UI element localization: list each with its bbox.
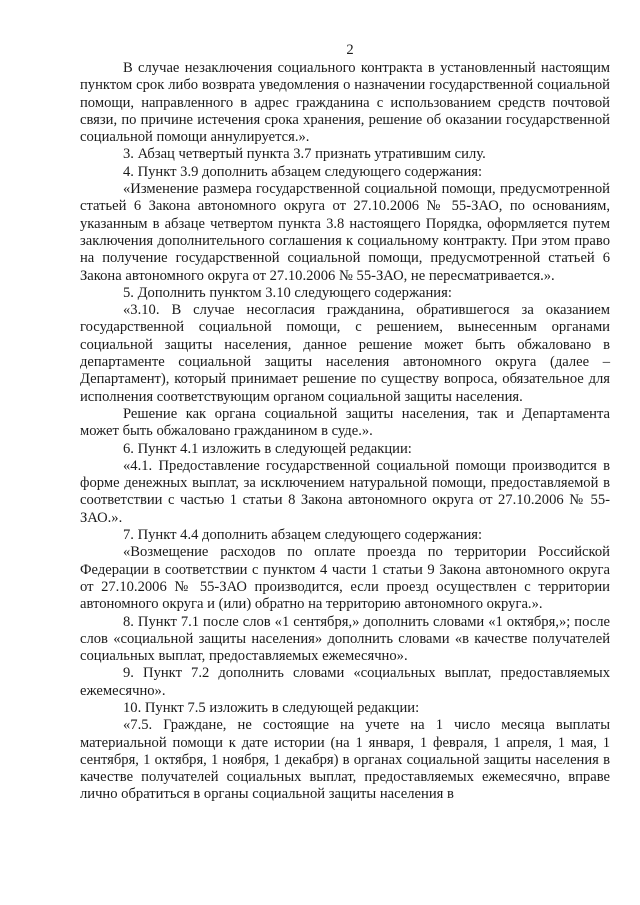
- paragraph: Решение как органа социальной защиты населения, так и Департамента может быть обжаловано гражданином в суде.».: [80, 405, 610, 440]
- paragraph: 7. Пункт 4.4 дополнить абзацем следующего содержания:: [123, 527, 483, 544]
- page-number: 2: [346, 42, 354, 58]
- paragraph: «Изменение размера государственной социальной помощи, предусмотренной статьей 6 Закона автономного округа от 27.10.2006 № 55-ЗАО, по основаниям, указанным в абзаце четвертом пункта 3.8 настоящего Порядка, оформляется путем заключения дополнительного соглашения к социальному контракту. При этом право на получение государственной социальной помощи, предусмотренной статьей 6 Закона автономного округа от 27.10.2006 № 55-ЗАО, не пересматривается.».: [80, 181, 610, 284]
- paragraph: «7.5. Граждане, не состоящие на учете на 1 число месяца выплаты материальной помощи к дате истории (на 1 января, 1 февраля, 1 апреля, 1 мая, 1 сентября, 1 октября, 1 ноября, 1 декабря) в органах социальной защиты населения в качестве получателей социальных выплат, предоставляемых ежемесячно, вправе лично обратиться в органы социальной защиты населения в: [80, 717, 610, 803]
- paragraph: 9. Пункт 7.2 дополнить словами «социальных выплат, предоставляемых ежемесячно».: [80, 665, 610, 699]
- paragraph: «4.1. Предоставление государственной социальной помощи производится в форме денежных выплат, за исключением натуральной помощи, предоставляемой в соответствии с частью 1 статьи 8 Закона автономного округа от 27.10.2006 № 55-ЗАО.».: [80, 457, 610, 526]
- paragraph: 8. Пункт 7.1 после слов «1 сентября,» дополнить словами «1 октября,»; после слов «социальной защиты населения» дополнить словами «в качестве получателей социальных выплат, предоставляемых ежемесячно».: [80, 613, 610, 665]
- paragraph: 6. Пункт 4.1 изложить в следующей редакции:: [123, 440, 412, 457]
- paragraph: 3. Абзац четвертый пункта 3.7 признать утратившим силу.: [123, 146, 486, 163]
- paragraph: 10. Пункт 7.5 изложить в следующей редакции:: [123, 699, 420, 716]
- paragraph: «Возмещение расходов по оплате проезда по территории Российской Федерации в соответствии с пунктом 4 части 1 статьи 9 Закона автономного округа от 27.10.2006 № 55-ЗАО производится, если проезд осуществлен с территории автономного округа и (или) обратно на территорию автономного округа.».: [80, 544, 610, 613]
- paragraph: В случае незаключения социального контракта в установленный настоящим пунктом срок либо возврата уведомления о назначении государственной социальной помощи, направленного в адрес гражданина с использованием средств почтовой связи, по причине истечения срока хранения, решение об оказании государственной социальной помощи аннулируется.».: [80, 60, 610, 146]
- document-body: [80, 60, 610, 804]
- paragraph: «3.10. В случае несогласия гражданина, обратившегося за оказанием государственной социальной помощи, с решением, вынесенным органами социальной защиты населения, данное решение может быть обжаловано в департаменте социальной защиты населения автономного округа (далее – Департамент), который принимает решение по существу вопроса, обязательное для исполнения соответствующим органом социальной защиты населения.: [80, 302, 610, 405]
- paragraph: 5. Дополнить пунктом 3.10 следующего содержания:: [123, 284, 452, 301]
- paragraph: 4. Пункт 3.9 дополнить абзацем следующего содержания:: [123, 163, 483, 180]
